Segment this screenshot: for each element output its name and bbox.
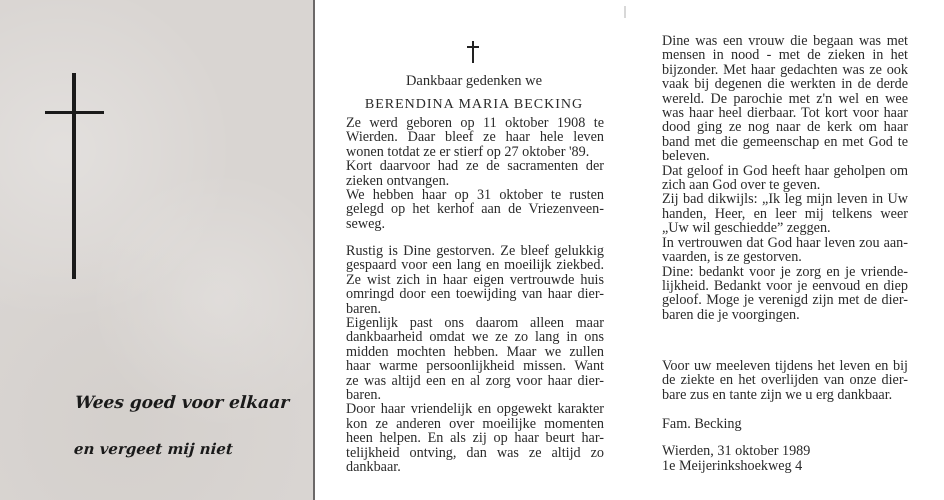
cross-icon-bar (45, 111, 104, 114)
text-line: wonen totdat ze er stierf op 27 oktober '89. (346, 143, 590, 160)
text-line: wereld. De parochie met z'n wel en wee (662, 90, 908, 107)
text-line: was haar heel dierbaar. Tot kort voor haar (662, 105, 908, 122)
text-line: Kort daarvoor had ze de sacramenten der (346, 158, 604, 175)
text-line: telijkheid ontving, dan was ze altijd zo (346, 444, 604, 461)
text-line: seweg. (346, 215, 386, 232)
place-date: Wierden, 31 oktober 1989 (662, 443, 811, 459)
deceased-name: BERENDINA MARIA BECKING (364, 97, 584, 112)
text-line: dankbaar. (346, 459, 401, 476)
text-line: gelegd op het kerhof aan de Vriezenveen- (346, 201, 604, 218)
text-line: gespaard voor een lang en moeilijk ziekbed. (346, 257, 604, 274)
text-line: geloof. Moge je verenigd zijn met de dier- (662, 292, 908, 309)
text-line: Zij bad dikwijls: „Ik leg mijn leven in Uw (662, 191, 908, 208)
text-line: dood ging ze nog naar de kerk om haar (662, 119, 908, 136)
remembrance-paragraph (346, 244, 604, 475)
text-line: haar warme persoonlijkheid missen. Want (346, 358, 604, 375)
text-line: zieken ontvangen. (346, 172, 450, 189)
address: 1e Meijerinkshoekweg 4 (662, 458, 803, 474)
text-line: de ziekte en het overlijden van onze dier- (662, 372, 908, 389)
text-line: Voor uw meeleven tijdens het leven en bij (662, 358, 908, 374)
text-line: kon ze anderen over moeilijke momenten (346, 415, 604, 432)
text-line: mensen in nood - met de zieken in het (662, 47, 908, 64)
text-line: We hebben haar op 31 oktober te rusten (346, 187, 604, 204)
text-line: baren. (346, 387, 382, 404)
text-line: baren. (346, 300, 382, 317)
text-line: Door haar vriendelijk en opgewekt karakter (346, 401, 604, 418)
faith-paragraph (662, 34, 908, 322)
paper-speck (624, 6, 626, 18)
small-cross-icon (466, 41, 480, 63)
thanks-paragraph (662, 359, 908, 402)
text-line: In vertrouwen dat God haar leven zou aan- (662, 234, 908, 251)
text-line: lijkheid. Bedankt voor je eenvoud en diep (662, 277, 908, 294)
text-line: Rustig is Dine gestorven. Ze bleef gelukkig (346, 243, 604, 259)
text-line: band met die gemeenschap en met God te (662, 133, 908, 150)
heading: Dankbaar gedenken we (405, 73, 543, 89)
text-line: „Uw wil geschiedde” zeggen. (662, 220, 831, 237)
text-line: heen helpen. En als zij op haar beurt har- (346, 430, 604, 447)
text-line: handen, Heer, en leer mij telkens weer (662, 205, 908, 222)
text-line: Ze wist zich in haar eigen vertrouwde huis (346, 271, 604, 288)
cross-icon (72, 73, 76, 279)
text-line: vaarden, is ze gestorven. (662, 249, 802, 266)
front-motto-line2: en vergeet mij niet (73, 440, 234, 458)
text-line: Dat geloof in God heeft haar geholpen om (662, 162, 908, 179)
text-line: dankbaarheid omdat we ze zo lang in ons (346, 329, 604, 346)
text-line: baren die je voorgingen. (662, 306, 800, 323)
text-line: zich aan God over te geven. (662, 177, 821, 194)
text-line: bijzonder. Met haar gedachten was ze ook (662, 61, 908, 78)
text-line: omringd door een toewijding van haar dier- (346, 286, 604, 303)
text-line: Dine: bedankt voor je zorg en je vriende- (662, 263, 908, 280)
front-motto-line1: Wees goed voor elkaar (74, 393, 290, 413)
signature: Fam. Becking (662, 416, 742, 432)
text-line: Eigenlijk past ons daarom alleen maar (346, 315, 604, 332)
text-line: midden mochten hebben. Maar we zullen (346, 343, 604, 360)
text-line: Ze werd geboren op 11 oktober 1908 te (346, 115, 604, 131)
text-line: ze was altijd een en al zorg voor haar dier- (346, 372, 604, 389)
card-front (0, 0, 315, 500)
text-line: Dine was een vrouw die begaan was met (662, 33, 908, 49)
biography-paragraph (346, 116, 604, 231)
text-line: Wierden. Daar bleef ze haar hele leven (346, 129, 604, 146)
text-line: bare zus en tante zijn we u erg dankbaar. (662, 386, 893, 403)
text-line: vaak bij degenen die werkten in de derde (662, 76, 908, 93)
text-line: beleven. (662, 148, 710, 165)
